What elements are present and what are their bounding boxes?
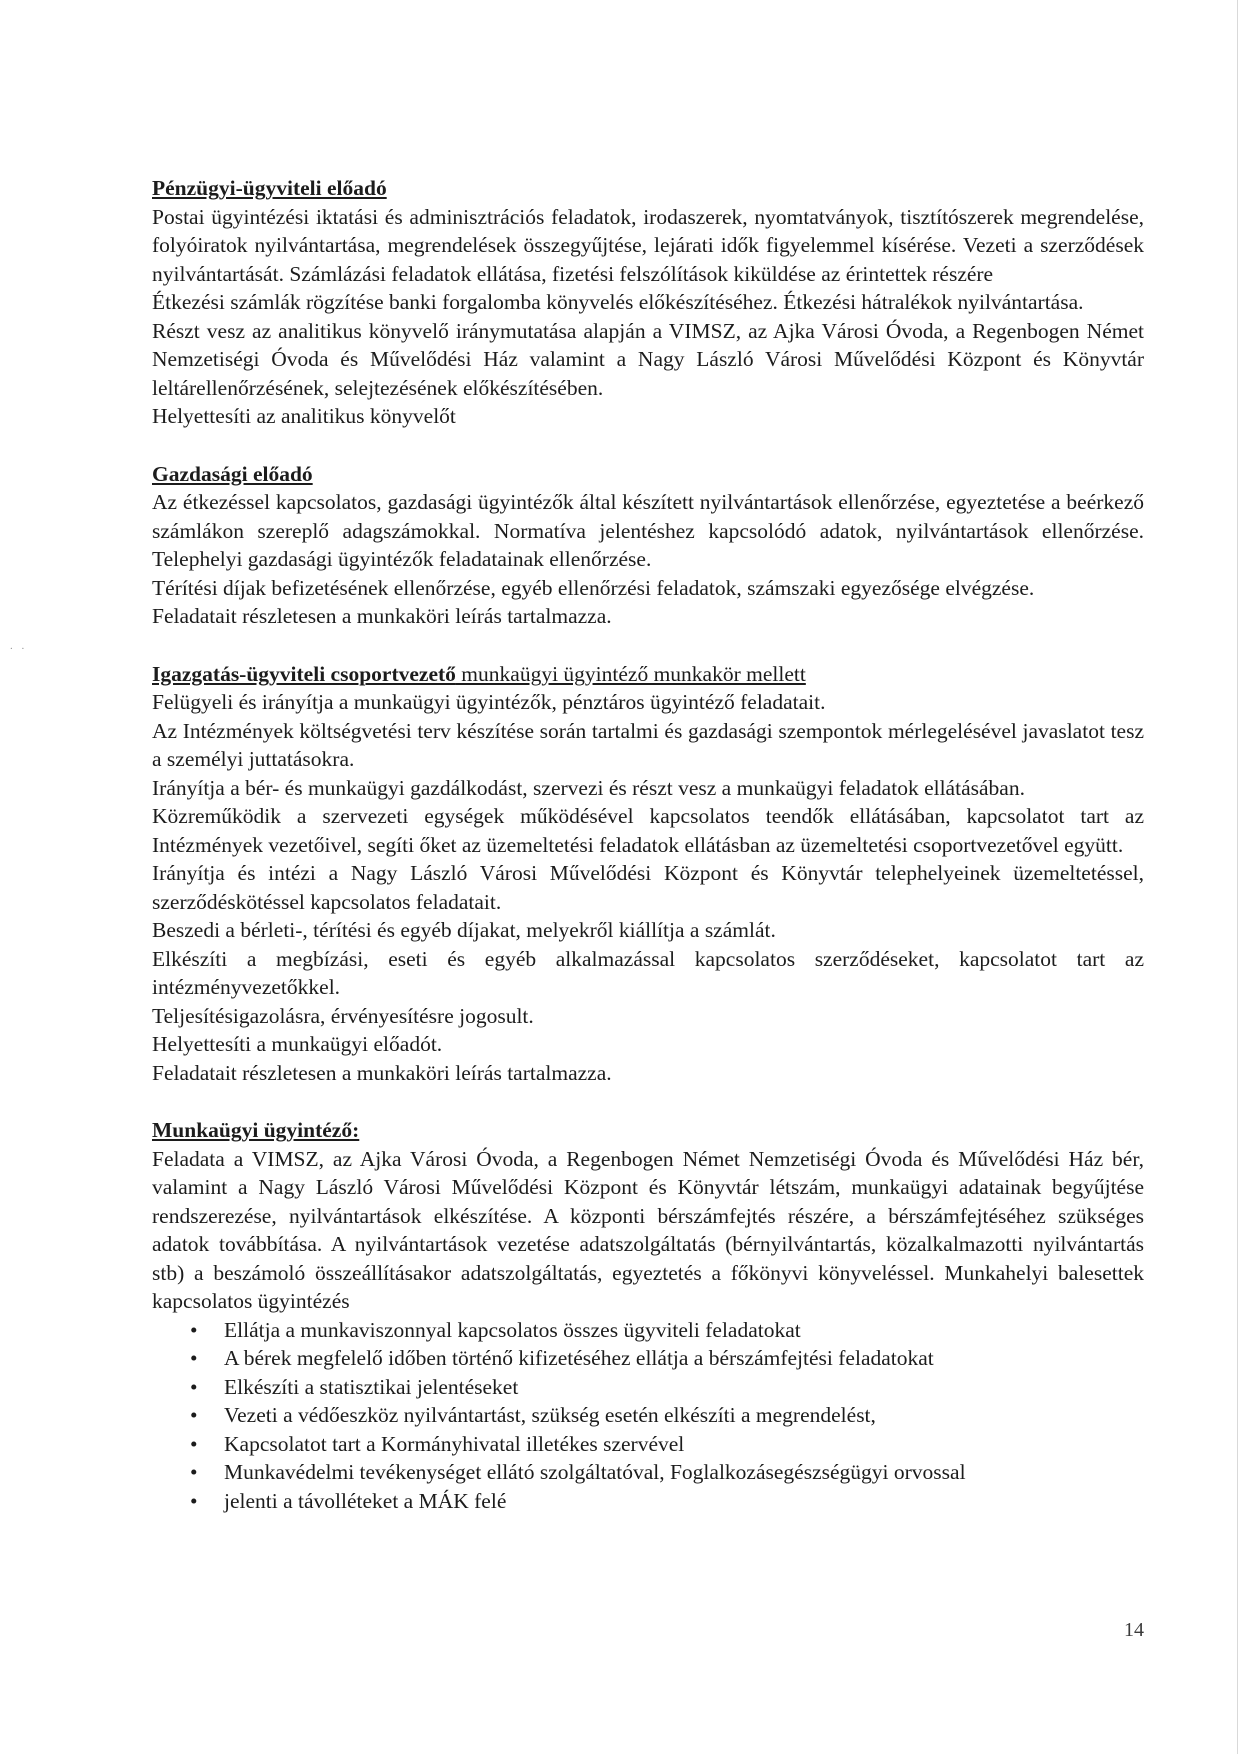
list-item-text: jelenti a távolléteket a MÁK felé [224,1488,507,1513]
list-item-text: A bérek megfelelő időben történő kifizetéséhez ellátja a bérszámfejtési feladatokat [224,1346,934,1370]
section-penzugyi-ugyviteli-eloado [152,174,1144,431]
list-item [190,1373,1144,1402]
paragraph: Helyettesíti a munkaügyi előadót. [152,1032,443,1056]
paragraph: Az étkezéssel kapcsolatos, gazdasági ügyintézők által készített nyilvántartások ellenőrzése, egyeztetése a beérkező számlákon szereplő adagszámokkal. Normatíva jelentéshez kapcsolódó adatok, nyilvántartások ellenőrzése. Telephelyi gazdasági ügyintézők feladatainak ellenőrzése. [152,490,1144,571]
section-heading: Munkaügyi ügyintéző: [152,1118,360,1142]
list-item [190,1458,1144,1487]
list-item [190,1401,1144,1430]
paragraph: Feladata a VIMSZ, az Ajka Városi Óvoda, a Regenbogen Német Nemzetiségi Óvoda és Művelődési Ház bér, valamint a Nagy László Városi Művelődési Központ és Könyvtár létszám, munkaügyi adatainak begyűjtése rendszerezése, nyilvántartások elkészítése. A központi bérszámfejtés részére, a bérszámfejtéséhez szükséges adatok továbbítása. A nyilvántartások vezetése adatszolgáltatás (bérnyilvántartás, közalkalmazotti nyilvántartás stb) a beszámoló összeállításakor adatszolgáltatás, egyeztetés a főkönyvi könyveléssel. Munkahelyi balesettek kapcsolatos ügyintézés [152,1146,1144,1313]
bullet-icon: • [190,1403,198,1427]
section-spacer [152,1087,1144,1116]
paragraph: Az Intézmények költségvetési terv készítése során tartalmi és gazdasági szempontok mérlegelésével javaslatot tesz a személyi juttatásokra. [152,718,1144,771]
bullet-icon: • [190,1488,198,1513]
section-gazdasagi-eloado [152,460,1144,631]
page-number: 14 [1124,1619,1144,1641]
section-spacer [152,431,1144,460]
bullet-icon: • [190,1346,198,1370]
bullet-icon: • [190,1431,198,1456]
bullet-icon: • [190,1374,198,1399]
paragraph: Irányítja és intézi a Nagy László Városi Művelődési Központ és Könyvtár telephelyeinek üzemeltetéssel, szerződéskötéssel kapcsolatos feladatait. [152,861,1144,914]
bullet-list [152,1316,1144,1516]
section-spacer [152,631,1144,660]
bullet-icon: • [190,1317,198,1342]
section-heading-suffix: munkaügyi ügyintéző munkakör mellett [455,661,806,686]
section-heading: Pénzügyi-ügyviteli előadó [152,176,387,200]
section-heading: Gazdasági előadó [152,461,313,486]
margin-marks: . . [10,640,28,652]
list-item-text: Kapcsolatot tart a Kormányhivatal illetékes szervével [224,1431,685,1456]
section-munkaugyi-ugyintezo [152,1116,1144,1515]
paragraph: Közreműködik a szervezeti egységek működésével kapcsolatos teendők ellátásában, kapcsolatot tart az Intézmények vezetőivel, segíti őket az üzemeltetési feladatok ellátásban az üzemeltetési csoportvezetővel együtt. [152,804,1144,857]
paragraph: Feladatait részletesen a munkaköri leírás tartalmazza. [152,1060,612,1085]
list-item [190,1316,1144,1345]
paragraph: Részt vesz az analitikus könyvelő iránymutatása alapján a VIMSZ, az Ajka Városi Óvoda, a Regenbogen Német Nemzetiségi Óvoda és Művelődési Ház valamint a Nagy László Városi Művelődési Központ és Könyvtár leltárellenőrzésének, selejtezésének előkészítésében. [152,318,1144,400]
list-item-text: Vezeti a védőeszköz nyilvántartást, szükség esetén elkészíti a megrendelést, [224,1403,876,1427]
paragraph: Helyettesíti az analitikus könyvelőt [152,404,456,428]
paragraph: Felügyeli és irányítja a munkaügyi ügyintézők, pénztáros ügyintéző feladatait. [152,690,826,714]
document-body [152,174,1144,1515]
paragraph: Étkezési számlák rögzítése banki forgalomba könyvelés előkészítéséhez. Étkezési hátralékok nyilvántartása. [152,290,1084,314]
paragraph: Térítési díjak befizetésének ellenőrzése, egyéb ellenőrzési feladatok, számszaki egyezősége elvégzése. [152,575,1035,600]
list-item-text: Munkavédelmi tevékenységet ellátó szolgáltatóval, Foglalkozásegészségügyi orvossal [224,1460,966,1484]
section-igazgatas-ugyviteli-csoportvezeto [152,660,1144,1088]
section-heading [152,660,1144,689]
paragraph: Irányítja a bér- és munkaügyi gazdálkodást, szervezi és részt vesz a munkaügyi feladatok ellátásában. [152,775,1025,800]
paragraph: Feladatait részletesen a munkaköri leírás tartalmazza. [152,604,612,628]
list-item [190,1487,1144,1516]
bullet-icon: • [190,1460,198,1484]
paragraph: Beszedi a bérleti-, térítési és egyéb díjakat, melyekről kiállítja a számlát. [152,918,776,942]
list-item [190,1344,1144,1373]
section-heading-bold: Igazgatás-ügyviteli csoportvezető [152,661,456,686]
paragraph: Elkészíti a megbízási, eseti és egyéb alkalmazással kapcsolatos szerződéseket, kapcsolatot tart az intézményvezetőkkel. [152,946,1144,999]
paragraph: Postai ügyintézési iktatási és adminisztrációs feladatok, irodaszerek, nyomtatványok, tisztítószerek megrendelése, folyóiratok nyilvántartása, megrendelések összegyűjtése, lejárati idők figyelemmel kísérése. Vezeti a szerződések nyilvántartását. Számlázási feladatok ellátása, fizetési felszólítások kiküldése az érintettek részére [152,204,1144,286]
list-item-text: Ellátja a munkaviszonnyal kapcsolatos összes ügyviteli feladatokat [224,1317,801,1342]
list-item [190,1430,1144,1459]
page-edge-line [1237,0,1238,1754]
list-item-text: Elkészíti a statisztikai jelentéseket [224,1374,519,1399]
paragraph: Teljesítésigazolásra, érvényesítésre jogosult. [152,1003,534,1028]
